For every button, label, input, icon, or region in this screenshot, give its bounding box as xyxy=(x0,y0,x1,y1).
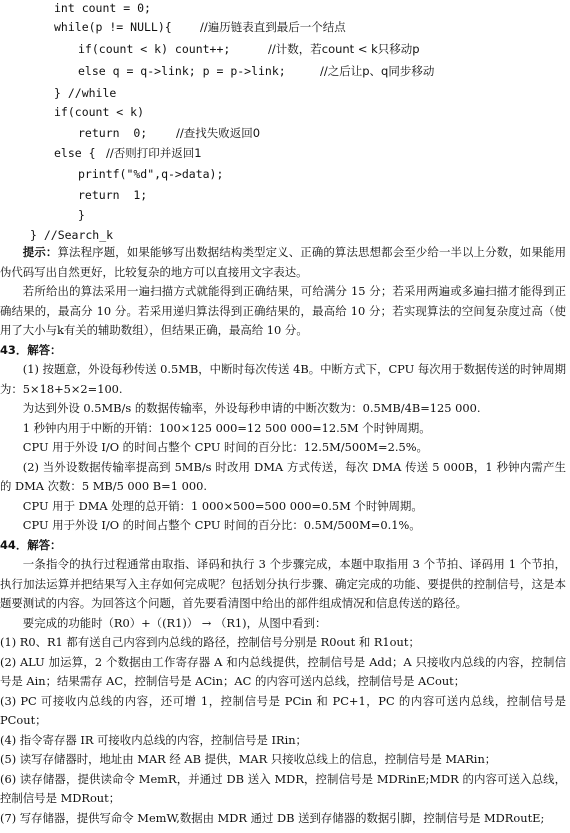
answer-text xyxy=(0,243,566,828)
code-line-9: printf("%d",q->data); xyxy=(78,167,224,181)
code-line-2: while(p != NULL){ xyxy=(54,20,172,34)
q44-intro: 一条指令的执行过程通常由取指、译码和执行 3 个步骤完成，本题中取指用 3 个节拍、译码用 1 个节拍，执行加法运算并把结果写入主存如何完成呢？包括划分执行步骤、确定完成的功能、要提供的控制信号，这是本题要测试的内容。为回答这个问题，首先要看清图中给出的部件组成情况和信息传送的路径。 xyxy=(0,557,566,610)
tip-text: 算法程序题，如果能够写出数据结构类型定义、正确的算法思想都会至少给一半以上分数，如果能用伪代码写出自然更好，比较复杂的地方可以直接用文字表达。 xyxy=(0,245,566,279)
q44-item-5: (5) 读写存储器时，地址由 MAR 经 AB 提供，MAR 只接收总线上的信息，控制信号是 MARin； xyxy=(0,752,497,766)
code-line-11: } xyxy=(78,208,85,222)
q43-step-7: CPU 用于外设 I/O 的时间占整个 CPU 时间的百分比：0.5M/500M=0.1%。 xyxy=(22,518,421,532)
q44-heading: 44．解答： xyxy=(0,537,62,552)
code-line-12: } //Search_k xyxy=(30,228,114,242)
code-listing xyxy=(0,0,570,244)
q44-function: 要完成的功能时（R0）+（(R1)） → （R1)，从图中看到： xyxy=(22,615,327,630)
code-line-1: int count = 0; xyxy=(54,1,151,15)
code-comment-3: //计数，若count < k只移动p xyxy=(268,42,420,56)
tip-grading: 若所给出的算法采用一遍扫描方式就能得到正确结果，可给满分 15 分；若采用两遍或多遍扫描才能得到正确结果的，最高分 10 分。若采用递归算法得到正确结果的，最高给 10 分；若实现算法的空间复杂度过高（使用了大小与k有关的辅助数组），但结果正确，最高给 10 分。 xyxy=(0,284,566,337)
code-line-6: if(count < k) xyxy=(54,105,145,119)
code-comment-8: //否则打印并返回1 xyxy=(106,146,202,160)
code-comment-4: //之后让p、q同步移动 xyxy=(320,64,435,78)
q44-item-2: (2) ALU 加运算，2 个数据由工作寄存器 A 和内总线提供，控制信号是 Add；A 只接收内总线的内容，控制信号是 Ain；结果需存 AC，控制信号是 ACin；AC 的内容可送内总线，控制信号是 ACout； xyxy=(0,654,566,688)
code-line-8: else { xyxy=(54,146,96,160)
code-comment-7: //查找失败返回0 xyxy=(176,126,261,140)
q43-step-2: 为达到外设 0.5MB/s 的数据传输率，外设每秒申请的中断次数为：0.5MB/4B=125 000. xyxy=(22,401,481,415)
tip-label: 提示： xyxy=(22,245,58,259)
q44-item-7: (7) 写存储器，提供写命令 MemW,数据由 MDR 通过 DB 送到存储器的数据引脚，控制信号是 MDRoutE; xyxy=(0,810,545,825)
q44-item-1: (1) R0、R1 都有送自己内容到内总线的路径，控制信号分别是 R0out 和 R1out； xyxy=(0,635,420,649)
q44-item-6: (6) 读存储器，提供读命令 MemR，并通过 DB 送入 MDR，控制信号是 MDRinE;MDR 的内容可送入总线，控制信号是 MDRout； xyxy=(0,771,566,805)
q43-step-5: (2) 当外设数据传输率提高到 5MB/s 时改用 DMA 方式传送，每次 DMA 传送 5 000B，1 秒钟内需产生的 DMA 次数：5 MB/5 000 B=1 000. xyxy=(0,459,566,493)
q44-item-4: (4) 指令寄存器 IR 可接收内总线的内容，控制信号是 IRin； xyxy=(0,732,307,747)
code-line-4: else q = q->link; p = p->link; xyxy=(78,64,286,78)
q43-heading: 43．解答： xyxy=(0,342,62,357)
q43-step-3: 1 秒钟内用于中断的开销：100×125 000=12 500 000=12.5M 个时钟周期。 xyxy=(22,420,431,435)
tip-paragraph xyxy=(0,243,566,282)
q44-item-3: (3) PC 可接收内总线的内容，还可增 1，控制信号是 PCin 和 PC+1，PC 的内容可送内总线，控制信号是 PCout； xyxy=(0,693,566,727)
code-line-10: return 1; xyxy=(78,188,148,202)
code-line-3: if(count < k) count++; xyxy=(78,42,231,56)
q43-step-6: CPU 用于 DMA 处理的总开销：1 000×500=500 000=0.5M 个时钟周期。 xyxy=(22,498,423,513)
code-line-5: } //while xyxy=(54,86,117,100)
q43-step-1: (1) 按题意，外设每秒传送 0.5MB，中断时每次传送 4B。中断方式下，CPU 每次用于数据传送的时钟周期为：5×18+5×2=100. xyxy=(0,362,566,396)
code-line-7: return 0; xyxy=(78,126,148,140)
q43-step-4: CPU 用于外设 I/O 的时间占整个 CPU 时间的百分比：12.5M/500M=2.5%。 xyxy=(22,440,428,454)
code-comment-2: //遍历链表直到最后一个结点 xyxy=(200,20,346,34)
